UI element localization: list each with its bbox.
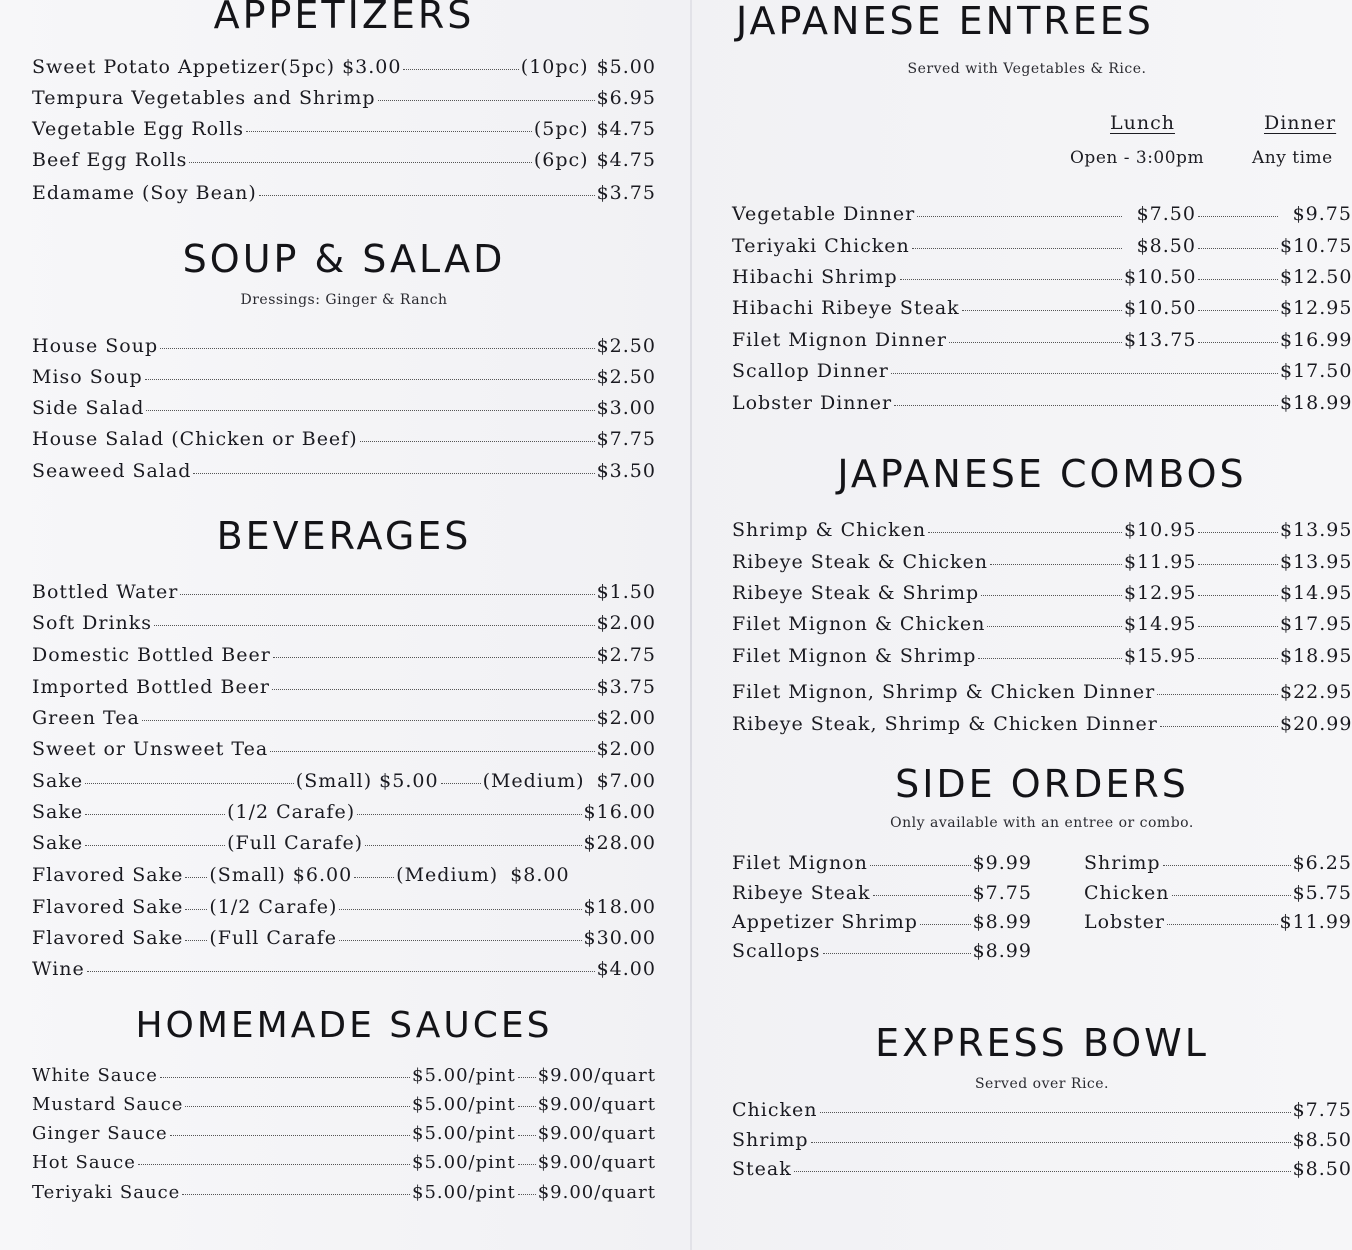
- item-name: Lobster: [1084, 911, 1165, 933]
- item-name: Scallop Dinner: [732, 360, 889, 382]
- item-portion: (1/2 Carafe): [209, 896, 338, 918]
- item-price: $8.50: [1292, 1129, 1352, 1151]
- item-price: $11.99: [1279, 911, 1352, 933]
- item-name: Imported Bottled Beer: [32, 676, 271, 698]
- item-price: $8.00: [510, 864, 570, 886]
- item-price: $2.00: [596, 707, 656, 729]
- item-price: $1.50: [596, 581, 656, 603]
- sauces-heading: HOMEMADE SAUCES: [135, 1005, 553, 1046]
- menu-item: [732, 942, 1032, 961]
- lunch-price: $10.50: [1124, 266, 1197, 288]
- dinner-price: $14.95: [1280, 582, 1352, 604]
- item-price: $4.00: [596, 958, 656, 980]
- menu-item: [32, 368, 656, 387]
- leader-dots: [873, 895, 971, 896]
- item-name: Filet Mignon & Shrimp: [732, 645, 977, 667]
- dinner-price: $22.95: [1280, 681, 1352, 703]
- menu-item: [732, 1101, 1352, 1120]
- menu-item: [32, 89, 656, 108]
- menu-item: [1084, 854, 1352, 873]
- item-portion: (5pc): [533, 118, 589, 140]
- item-name: Vegetable Dinner: [732, 203, 916, 225]
- menu-item: [32, 709, 656, 728]
- dressings-note: Dressings: Ginger & Ranch: [240, 292, 448, 308]
- pint-price: $5.00/pint: [412, 1123, 516, 1144]
- item-name: Hibachi Shrimp: [732, 266, 898, 288]
- menu-item: [32, 834, 656, 853]
- dinner-column-label: Dinner: [1264, 112, 1337, 134]
- item-price: $18.00: [583, 896, 656, 918]
- item-portion: (10pc): [520, 56, 589, 78]
- dinner-price: $12.95: [1280, 297, 1352, 319]
- item-name: Bottled Water: [32, 581, 179, 603]
- item-name: Ribeye Steak: [732, 882, 871, 904]
- lunch-price: $10.50: [1124, 297, 1197, 319]
- soup-salad-heading: SOUP & SALAD: [182, 237, 506, 281]
- item-name: Teriyaki Chicken: [732, 235, 910, 257]
- item-price: $3.00: [596, 397, 656, 419]
- dinner-price: $16.99: [1280, 329, 1352, 351]
- quart-price: $9.00/quart: [537, 1152, 656, 1173]
- item-name: Ribeye Steak & Chicken: [732, 551, 989, 573]
- item-name: Steak: [732, 1158, 792, 1180]
- item-price: $9.99: [972, 852, 1032, 874]
- leader-dots: [920, 924, 971, 925]
- item-price: $8.99: [972, 940, 1032, 962]
- menu-item: [1084, 884, 1352, 903]
- side-orders-heading: SIDE ORDERS: [895, 762, 1189, 806]
- item-price: $16.00: [583, 801, 656, 823]
- menu-item: [32, 740, 656, 759]
- item-name: Sake: [32, 832, 84, 854]
- item-name: Beef Egg Rolls: [32, 149, 188, 171]
- item-name: Lobster Dinner: [732, 392, 893, 414]
- item-name: Tempura Vegetables and Shrimp: [32, 87, 376, 109]
- item-name: Domestic Bottled Beer: [32, 644, 271, 666]
- leader-dots: [820, 1112, 1291, 1113]
- item-price: $8.50: [1292, 1158, 1352, 1180]
- leader-dots: [870, 865, 971, 866]
- pint-price: $5.00/pint: [412, 1065, 516, 1086]
- menu-item: [732, 1160, 1352, 1179]
- item-name: Sake: [32, 801, 84, 823]
- menu-item: [32, 462, 656, 481]
- leader-dots: [811, 1142, 1291, 1143]
- item-name: Ginger Sauce: [32, 1123, 168, 1144]
- menu-item: [732, 854, 1032, 873]
- item-name: Soft Drinks: [32, 612, 153, 634]
- item-name: Ribeye Steak & Shrimp: [732, 582, 980, 604]
- leader-dots: [1172, 895, 1291, 896]
- leader-dots: [823, 953, 971, 954]
- item-name: Miso Soup: [32, 366, 143, 388]
- item-price: $2.75: [596, 644, 656, 666]
- combos-heading: JAPANESE COMBOS: [837, 452, 1247, 496]
- menu-item: [32, 583, 656, 602]
- item-price: $2.00: [596, 612, 656, 634]
- item-name: Shrimp: [732, 1129, 809, 1151]
- side-orders-left: [732, 0, 1032, 1000]
- item-name: Sake: [32, 770, 84, 792]
- item-name: Hibachi Ribeye Steak: [732, 297, 960, 319]
- menu-item: [32, 1125, 656, 1143]
- menu-item: [32, 772, 656, 791]
- item-name: Filet Mignon, Shrimp & Chicken Dinner: [732, 681, 1156, 703]
- item-name: Vegetable Egg Rolls: [32, 118, 244, 140]
- menu-item: [32, 430, 656, 449]
- item-name: Filet Mignon: [732, 852, 868, 874]
- appetizers-heading: APPETIZERS: [213, 0, 475, 37]
- item-price: $3.50: [596, 460, 656, 482]
- menu-item: [32, 120, 656, 139]
- menu-item: [732, 884, 1032, 903]
- entrees-note: Served with Vegetables & Rice.: [907, 61, 1147, 77]
- leader-dots: [1163, 865, 1291, 866]
- beverages-heading: BEVERAGES: [216, 514, 472, 558]
- pint-price: $5.00/pint: [412, 1094, 516, 1115]
- item-name: Shrimp & Chicken: [732, 519, 927, 541]
- item-price: $2.50: [596, 335, 656, 357]
- item-name: Edamame (Soy Bean): [32, 182, 257, 204]
- menu-item: [32, 1154, 656, 1172]
- quart-price: $9.00/quart: [537, 1094, 656, 1115]
- item-portion: (Full Carafe: [209, 927, 337, 949]
- item-name: Wine: [32, 958, 85, 980]
- item-price: $7.75: [596, 428, 656, 450]
- item-name: Sweet or Unsweet Tea: [32, 738, 269, 760]
- lunch-price: $12.95: [1124, 582, 1197, 604]
- dinner-price: $10.75: [1280, 235, 1352, 257]
- item-price: $3.75: [596, 182, 656, 204]
- quart-price: $9.00/quart: [537, 1065, 656, 1086]
- lunch-price: $14.95: [1124, 613, 1197, 635]
- item-portion: (Small) $6.00: [209, 864, 353, 886]
- dinner-hours: Any time: [1252, 148, 1333, 168]
- item-name: Appetizer Shrimp: [732, 911, 918, 933]
- menu-item: [1084, 913, 1352, 932]
- item-price: $5.75: [1292, 882, 1352, 904]
- lunch-price: $8.50: [1136, 235, 1196, 257]
- dinner-price: $12.50: [1280, 266, 1352, 288]
- item-name: Mustard Sauce: [32, 1094, 184, 1115]
- menu-item: [32, 866, 656, 885]
- item-price: $2.50: [596, 366, 656, 388]
- lunch-price: $15.95: [1124, 645, 1197, 667]
- item-name: Green Tea: [32, 707, 140, 729]
- quart-price: $9.00/quart: [537, 1182, 656, 1203]
- item-name: Seaweed Salad: [32, 460, 192, 482]
- menu-item: [32, 1096, 656, 1114]
- item-name: Chicken: [732, 1099, 818, 1121]
- item-price: $5.00: [596, 56, 656, 78]
- menu-item: [32, 399, 656, 418]
- item-name: Flavored Sake: [32, 927, 184, 949]
- entrees-heading: JAPANESE ENTREES: [736, 0, 1154, 43]
- menu-item: [32, 960, 656, 979]
- item-name: Chicken: [1084, 882, 1170, 904]
- page-fold: [690, 0, 692, 1250]
- menu-item: [32, 337, 656, 356]
- item-name: Filet Mignon & Chicken: [732, 613, 986, 635]
- item-price: $28.00: [583, 832, 656, 854]
- item-price: $7.75: [1292, 1099, 1352, 1121]
- item-portion-medium: (Medium): [482, 770, 585, 792]
- leader-dots: [794, 1171, 1291, 1172]
- item-name: Flavored Sake: [32, 864, 184, 886]
- menu-item: [32, 151, 656, 170]
- dinner-price: $17.50: [1280, 360, 1352, 382]
- menu-item: [32, 678, 656, 697]
- item-price: $7.75: [972, 882, 1032, 904]
- item-name: Filet Mignon Dinner: [732, 329, 948, 351]
- item-name: House Soup: [32, 335, 159, 357]
- dinner-price: $17.95: [1280, 613, 1352, 635]
- item-name: Ribeye Steak, Shrimp & Chicken Dinner: [732, 713, 1158, 735]
- pint-price: $5.00/pint: [412, 1152, 516, 1173]
- item-name: Teriyaki Sauce: [32, 1182, 181, 1203]
- pint-price: $5.00/pint: [412, 1182, 516, 1203]
- express-bowl-heading: EXPRESS BOWL: [875, 1021, 1209, 1065]
- item-name: Side Salad: [32, 397, 145, 419]
- menu-item: [732, 913, 1032, 932]
- menu-item: [32, 58, 656, 77]
- lunch-price: $11.95: [1124, 551, 1197, 573]
- menu-item: [32, 1067, 656, 1085]
- item-price: $2.00: [596, 738, 656, 760]
- dinner-price: $13.95: [1280, 519, 1352, 541]
- item-price: $8.99: [972, 911, 1032, 933]
- item-name: Shrimp: [1084, 852, 1161, 874]
- item-name: White Sauce: [32, 1065, 158, 1086]
- dinner-price: $20.99: [1280, 713, 1352, 735]
- item-name: House Salad (Chicken or Beef): [32, 428, 358, 450]
- leader-dots: [1167, 924, 1278, 925]
- lunch-price: $13.75: [1124, 329, 1197, 351]
- menu-item: [32, 646, 656, 665]
- item-name: Sweet Potato Appetizer(5pc) $3.00: [32, 56, 402, 78]
- menu-item: [32, 184, 656, 203]
- item-portion: (6pc): [533, 149, 589, 171]
- menu-item: [32, 898, 656, 917]
- menu-item: [32, 1184, 656, 1202]
- item-name: Flavored Sake: [32, 896, 184, 918]
- lunch-hours: Open - 3:00pm: [1070, 148, 1205, 168]
- item-price: $6.95: [596, 87, 656, 109]
- dinner-price: $9.75: [1292, 203, 1352, 225]
- item-name: Scallops: [732, 940, 821, 962]
- item-price: $7.00: [596, 770, 656, 792]
- lunch-price: $10.95: [1124, 519, 1197, 541]
- item-price: $4.75: [596, 149, 656, 171]
- side-orders-note: Only available with an entree or combo.: [890, 815, 1194, 831]
- item-portion: (Full Carafe): [227, 832, 364, 854]
- item-portion: (1/2 Carafe): [227, 801, 356, 823]
- item-portion-medium: (Medium): [396, 864, 499, 886]
- menu-item: [32, 614, 656, 633]
- express-bowl-note: Served over Rice.: [974, 1076, 1110, 1092]
- item-price: $3.75: [596, 676, 656, 698]
- side-orders-right: [1084, 0, 1352, 1000]
- item-name: Hot Sauce: [32, 1152, 136, 1173]
- menu-item: [32, 929, 656, 948]
- lunch-column-label: Lunch: [1110, 112, 1175, 134]
- dinner-price: $13.95: [1280, 551, 1352, 573]
- item-price: $30.00: [583, 927, 656, 949]
- dinner-price: $18.95: [1280, 645, 1352, 667]
- item-price: $4.75: [596, 118, 656, 140]
- item-portion: (Small) $5.00: [295, 770, 439, 792]
- lunch-price: $7.50: [1136, 203, 1196, 225]
- quart-price: $9.00/quart: [537, 1123, 656, 1144]
- menu-item: [732, 1131, 1352, 1150]
- dinner-price: $18.99: [1280, 392, 1352, 414]
- menu-item: [32, 803, 656, 822]
- item-price: $6.25: [1292, 852, 1352, 874]
